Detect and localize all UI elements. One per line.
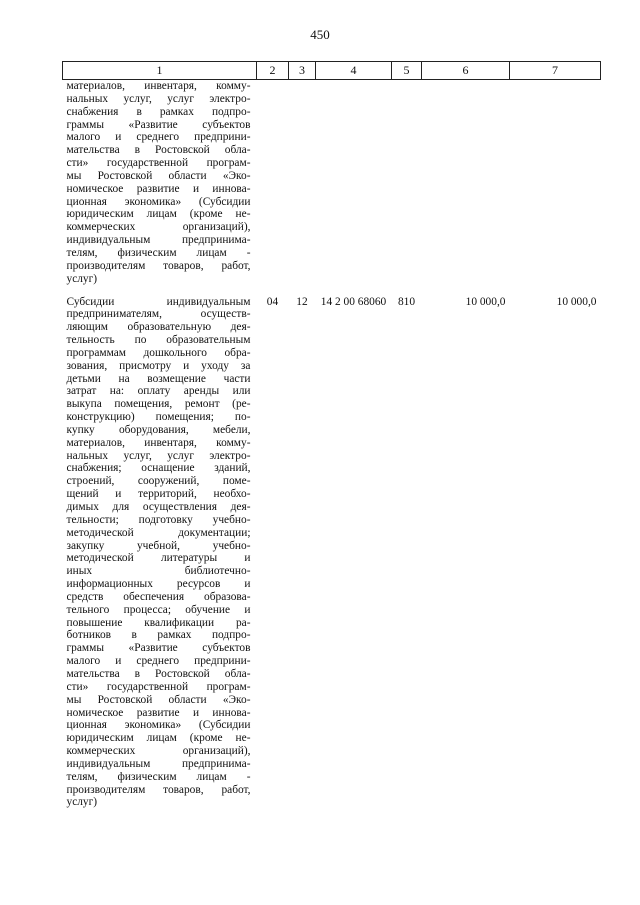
description-line: индивидуальным предпринима-	[66, 757, 251, 770]
description-line: нальных услуг, услуг электро-	[66, 449, 251, 462]
description-line: иных библиотечно-	[66, 565, 251, 578]
description-line: телям, физическим лицам -	[66, 770, 251, 783]
column-header-2: 2	[257, 62, 289, 80]
description-line: методической документации;	[66, 526, 251, 539]
description-line: граммы «Развитие субъектов	[66, 642, 251, 655]
description-line: строений, сооружений, поме-	[66, 475, 251, 488]
description-line: мательства в Ростовской обла-	[66, 144, 251, 157]
description-line: купку оборудования, мебели,	[66, 423, 251, 436]
section-code-cell: 04	[266, 295, 279, 308]
target-article-cell: 14 2 00 68060	[320, 295, 387, 308]
description-line: мы Ростовской области «Эко-	[66, 169, 251, 182]
description-line: тельности; подготовку учебно-	[66, 513, 251, 526]
description-line: услуг)	[66, 272, 98, 285]
description-line: услуг)	[66, 796, 98, 809]
description-line: информационных ресурсов и	[66, 578, 251, 591]
amount-cell-7: 10 000,0	[556, 295, 597, 308]
continued-description-cell	[63, 80, 257, 286]
description-line: закупку учебной, учебно-	[66, 539, 251, 552]
column-header-5: 5	[392, 62, 422, 80]
description-line: тельного процесса; обучение и	[66, 603, 251, 616]
page-number: 450	[310, 27, 330, 42]
description-line: программам дошкольного обра-	[66, 346, 251, 359]
description-cell	[63, 296, 257, 810]
description-line: производителям товаров, работ,	[66, 783, 251, 796]
description-line: граммы «Развитие субъектов	[66, 118, 251, 131]
column-header-3: 3	[289, 62, 316, 80]
description-line: телям, физическим лицам -	[66, 246, 251, 259]
description-line: мы Ростовской области «Эко-	[66, 693, 251, 706]
description-line: димых для осуществления дея-	[66, 501, 251, 513]
description-line: номическое развитие и иннова-	[66, 706, 251, 719]
description-line: материалов, инвентаря, комму-	[66, 436, 251, 449]
description-line: ционная экономика» (Субсидии	[66, 195, 251, 208]
amount-cell-6: 10 000,0	[465, 295, 506, 308]
description-line: малого и среднего предприни-	[66, 131, 251, 144]
row-spacer	[63, 286, 601, 296]
description-line: производителям товаров, работ,	[66, 259, 251, 272]
description-line: юридическим лицам (кроме не-	[66, 208, 251, 221]
description-line: ляющим образовательную дея-	[66, 321, 251, 334]
expense-type-cell: 810	[397, 295, 416, 308]
description-line: ционная экономика» (Субсидии	[66, 719, 251, 732]
table-header-row	[63, 62, 601, 80]
description-line: ботников в рамках подпро-	[66, 629, 251, 642]
description-line: коммерческих организаций),	[66, 745, 251, 758]
description-line: тельность по образовательным	[66, 334, 251, 347]
description-line: сти» государственной програм-	[66, 680, 251, 693]
description-line: нальных услуг, услуг электро-	[66, 92, 251, 105]
description-line: материалов, инвентаря, комму-	[66, 80, 251, 92]
description-line: конструкцию) помещения; по-	[66, 411, 251, 424]
description-line: щений и территорий, необхо-	[66, 488, 251, 501]
description-line: мательства в Ростовской обла-	[66, 667, 251, 680]
description-line: номическое развитие и иннова-	[66, 182, 251, 195]
description-line: индивидуальным предпринима-	[66, 234, 251, 247]
column-header-4: 4	[316, 62, 392, 80]
table-row	[63, 296, 601, 810]
description-line: предпринимателям, осуществ-	[66, 308, 251, 321]
description-line: снабжения в рамках подпро-	[66, 105, 251, 118]
description-line: Субсидии индивидуальным	[66, 295, 251, 308]
description-line: затрат на: оплату аренды или	[66, 385, 251, 398]
description-line: снабжения; оснащение зданий,	[66, 462, 251, 475]
description-line: детьми на возмещение части	[66, 372, 251, 385]
description-line: юридическим лицам (кроме не-	[66, 732, 251, 745]
continued-description	[67, 80, 251, 286]
description-line: выкупа помещения, ремонт (ре-	[66, 398, 251, 411]
row-description	[67, 296, 251, 810]
description-line: коммерческих организаций),	[66, 221, 251, 234]
description-line: зования, присмотру и уходу за	[66, 359, 251, 372]
description-line: средств обеспечения образова-	[66, 590, 251, 603]
description-line: малого и среднего предприни-	[66, 655, 251, 668]
subsection-code-cell: 12	[296, 295, 308, 308]
column-header-6: 6	[422, 62, 510, 80]
description-line: сти» государственной програм-	[66, 157, 251, 170]
budget-table	[62, 61, 601, 809]
description-line: повышение квалификации ра-	[66, 616, 251, 629]
description-line: методической литературы и	[66, 552, 251, 565]
column-header-1: 1	[63, 62, 257, 80]
table-row-continued	[63, 80, 601, 286]
column-header-7: 7	[510, 62, 601, 80]
